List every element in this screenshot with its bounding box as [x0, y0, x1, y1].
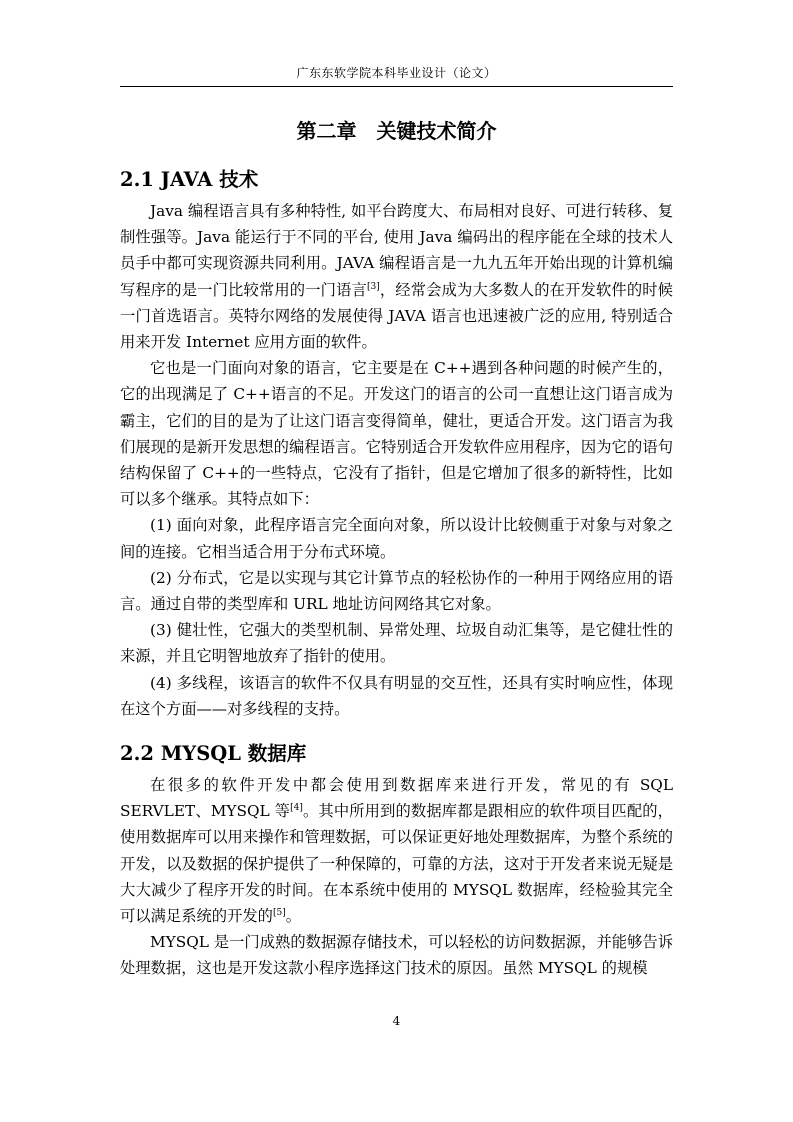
list-item: (3) 健壮性，它强大的类型机制、异常处理、垃圾自动汇集等，是它健壮性的来源，并且它明智地放弃了指针的使用。: [120, 621, 673, 666]
header-rule: [120, 86, 673, 87]
section-heading-java: [120, 162, 673, 198]
citation: [4]: [290, 803, 303, 814]
paragraph: MYSQL 是一门成熟的数据源存储技术，可以轻松的访问数据源，并能够告诉处理数据，这也是开发这款小程序选择这门技术的原因。虽然 MYSQL 的规模: [120, 933, 673, 978]
list-item: (2) 分布式，它是以实现与其它计算节点的轻松协作的一种用于网络应用的语言。通过自带的类型库和 URL 地址访问网络其它对象。: [120, 568, 673, 614]
list-item: (1) 面向对象，此程序语言完全面向对象，所以设计比较侧重于对象与对象之间的连接。它相当适合用于分布式环境。: [120, 516, 673, 561]
chapter-name: 关键技术简介: [376, 119, 497, 143]
section-number: 2.1 JAVA: [120, 168, 213, 191]
list-item: (4) 多线程，该语言的软件不仅具有明显的交互性，还具有实时响应性，体现在这个方面——对多线程的支持。: [120, 673, 673, 718]
paragraph: Java 编程语言具有多种特性, 如平台跨度大、布局相对良好、可进行转移、复制性强等。Java 能运行于不同的平台, 使用 Java 编码出的程序能在全球的技术人员手中都可实现资源共同利用。JAVA 编程语言是一九九五年开始出现的计算机编写程序的是一门比较常用的一门语言[3]，经常会成为大多数人的在开发软件的时候一门首选语言。英特尔网络的发展使得 JAVA 语言也迅速被广泛的应用, 特别适合用来开发 Internet 应用方面的软件。: [120, 202, 673, 352]
page-number: 4: [392, 1014, 401, 1028]
section-number: 2.2 MYSQL: [120, 742, 241, 766]
chapter-title: [120, 115, 673, 144]
paragraph: 在很多的软件开发中都会使用到数据库来进行开发，常见的有 SQL SERVLET、MYSQL 等[4]。其中所用到的数据库都是跟相应的软件项目匹配的，使用数据库可以用来操作和管理数据，可以保证更好地处理数据库，为整个系统的开发，以及数据的保护提供了一种保障的，可靠的方法，这对于开发者来说无疑是大大减少了程序开发的时间。在本系统中使用的 MYSQL 数据库，经检验其完全可以满足系统的开发的[5]。: [120, 776, 673, 926]
citation: [3]: [366, 281, 380, 292]
running-header: 广东东软学院本科毕业设计（论文）: [296, 66, 497, 80]
section-heading-mysql: [120, 736, 673, 772]
section-title: 技术: [219, 168, 259, 191]
citation: [5]: [272, 908, 286, 919]
section-title: 数据库: [247, 742, 307, 766]
page-body: [120, 162, 673, 982]
paragraph: 它也是一门面向对象的语言，它主要是在 C++遇到各种问题的时候产生的，它的出现满足了 C++语言的不足。开发这门的语言的公司一直想让这门语言成为霸主，它们的目的是为了让这门语言变得简单，健壮，更适合开发。这门语言为我们展现的是新开发思想的编程语言。它特别适合开发软件应用程序，因为它的语句结构保留了 C++的一些特点，它没有了指针，但是它增加了很多的新特性，比如可以多个继承。其特点如下：: [120, 359, 673, 509]
chapter-number: 第二章: [296, 119, 357, 143]
